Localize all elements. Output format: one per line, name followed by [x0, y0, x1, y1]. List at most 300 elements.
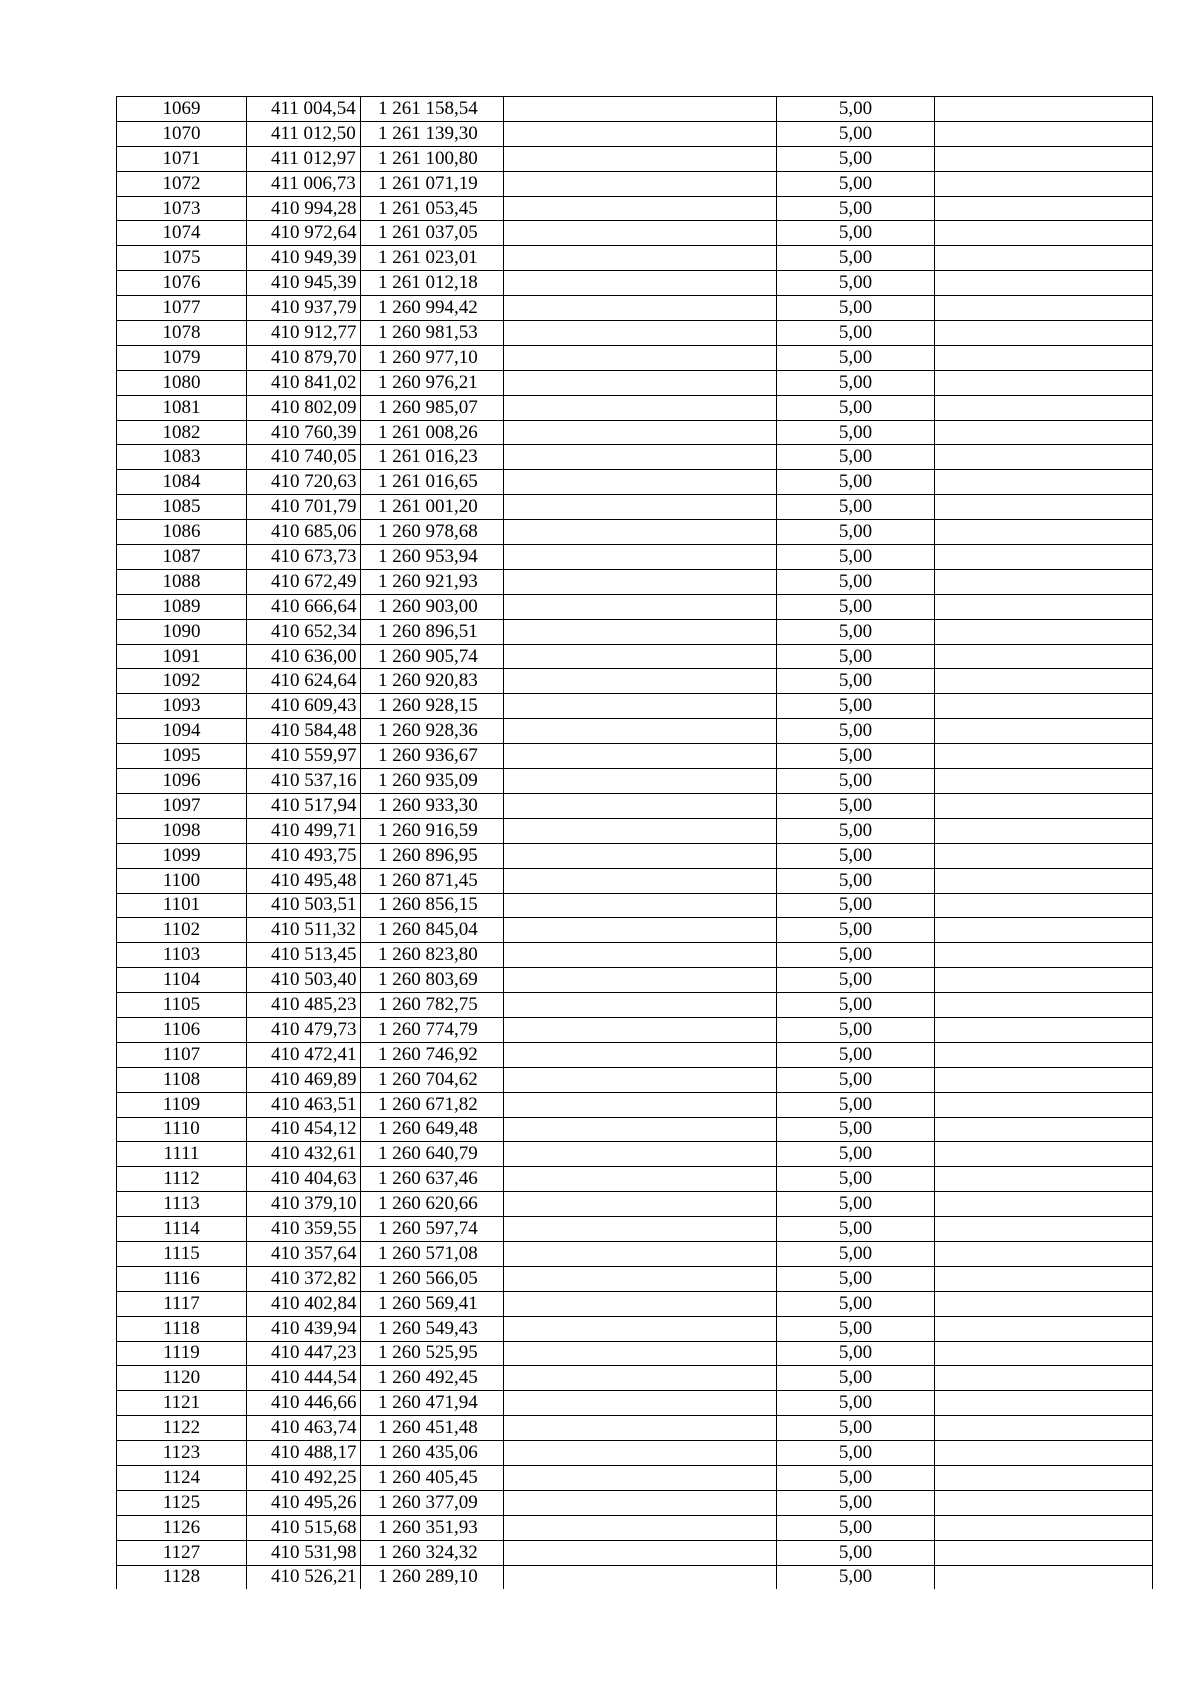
x-coordinate-cell: 410 499,71 [247, 818, 361, 843]
blank-cell [504, 171, 777, 196]
point-number-cell: 1082 [117, 420, 247, 445]
blank-cell [504, 495, 777, 520]
point-number-cell: 1080 [117, 370, 247, 395]
table-row [117, 246, 1153, 271]
point-number-cell: 1113 [117, 1192, 247, 1217]
table-row [117, 321, 1153, 346]
point-number-cell: 1081 [117, 395, 247, 420]
y-coordinate-cell: 1 260 782,75 [361, 993, 504, 1018]
note-cell [935, 1142, 1153, 1167]
accuracy-cell: 5,00 [777, 968, 935, 993]
point-number-cell: 1076 [117, 271, 247, 296]
blank-cell [504, 1266, 777, 1291]
note-cell [935, 1515, 1153, 1540]
point-number-cell: 1103 [117, 943, 247, 968]
x-coordinate-cell: 410 537,16 [247, 769, 361, 794]
x-coordinate-cell: 410 673,73 [247, 545, 361, 570]
table-row [117, 1341, 1153, 1366]
x-coordinate-cell: 410 515,68 [247, 1515, 361, 1540]
point-number-cell: 1111 [117, 1142, 247, 1167]
point-number-cell: 1072 [117, 171, 247, 196]
blank-cell [504, 769, 777, 794]
note-cell [935, 1416, 1153, 1441]
coordinate-table [116, 96, 1153, 1589]
accuracy-cell: 5,00 [777, 619, 935, 644]
note-cell [935, 1266, 1153, 1291]
accuracy-cell: 5,00 [777, 545, 935, 570]
table-row [117, 221, 1153, 246]
table-row [117, 1067, 1153, 1092]
y-coordinate-cell: 1 260 774,79 [361, 1017, 504, 1042]
table-row [117, 1217, 1153, 1242]
point-number-cell: 1090 [117, 619, 247, 644]
x-coordinate-cell: 410 945,39 [247, 271, 361, 296]
point-number-cell: 1110 [117, 1117, 247, 1142]
table-row [117, 968, 1153, 993]
blank-cell [504, 1416, 777, 1441]
coordinate-table-body [117, 97, 1153, 1590]
blank-cell [504, 1217, 777, 1242]
point-number-cell: 1112 [117, 1167, 247, 1192]
y-coordinate-cell: 1 260 451,48 [361, 1416, 504, 1441]
accuracy-cell: 5,00 [777, 719, 935, 744]
x-coordinate-cell: 410 912,77 [247, 321, 361, 346]
blank-cell [504, 196, 777, 221]
blank-cell [504, 719, 777, 744]
blank-cell [504, 1192, 777, 1217]
point-number-cell: 1101 [117, 893, 247, 918]
note-cell [935, 868, 1153, 893]
accuracy-cell: 5,00 [777, 1341, 935, 1366]
y-coordinate-cell: 1 260 746,92 [361, 1042, 504, 1067]
note-cell [935, 993, 1153, 1018]
point-number-cell: 1120 [117, 1366, 247, 1391]
accuracy-cell: 5,00 [777, 943, 935, 968]
y-coordinate-cell: 1 261 100,80 [361, 146, 504, 171]
blank-cell [504, 1316, 777, 1341]
note-cell [935, 470, 1153, 495]
blank-cell [504, 644, 777, 669]
point-number-cell: 1086 [117, 520, 247, 545]
note-cell [935, 1092, 1153, 1117]
point-number-cell: 1119 [117, 1341, 247, 1366]
y-coordinate-cell: 1 260 471,94 [361, 1391, 504, 1416]
point-number-cell: 1122 [117, 1416, 247, 1441]
blank-cell [504, 221, 777, 246]
y-coordinate-cell: 1 260 896,95 [361, 843, 504, 868]
table-row [117, 719, 1153, 744]
x-coordinate-cell: 410 444,54 [247, 1366, 361, 1391]
note-cell [935, 1167, 1153, 1192]
blank-cell [504, 470, 777, 495]
x-coordinate-cell: 410 624,64 [247, 669, 361, 694]
accuracy-cell: 5,00 [777, 569, 935, 594]
x-coordinate-cell: 410 701,79 [247, 495, 361, 520]
note-cell [935, 545, 1153, 570]
table-row [117, 171, 1153, 196]
point-number-cell: 1087 [117, 545, 247, 570]
y-coordinate-cell: 1 261 016,23 [361, 445, 504, 470]
x-coordinate-cell: 410 636,00 [247, 644, 361, 669]
table-row [117, 1465, 1153, 1490]
note-cell [935, 345, 1153, 370]
accuracy-cell: 5,00 [777, 470, 935, 495]
accuracy-cell: 5,00 [777, 1316, 935, 1341]
note-cell [935, 296, 1153, 321]
blank-cell [504, 271, 777, 296]
table-row [117, 1167, 1153, 1192]
y-coordinate-cell: 1 260 637,46 [361, 1167, 504, 1192]
table-row [117, 395, 1153, 420]
blank-cell [504, 1042, 777, 1067]
accuracy-cell: 5,00 [777, 769, 935, 794]
y-coordinate-cell: 1 260 977,10 [361, 345, 504, 370]
note-cell [935, 744, 1153, 769]
blank-cell [504, 744, 777, 769]
y-coordinate-cell: 1 261 012,18 [361, 271, 504, 296]
point-number-cell: 1092 [117, 669, 247, 694]
table-row [117, 669, 1153, 694]
table-row [117, 545, 1153, 570]
note-cell [935, 1067, 1153, 1092]
table-row [117, 345, 1153, 370]
point-number-cell: 1074 [117, 221, 247, 246]
note-cell [935, 1192, 1153, 1217]
note-cell [935, 1117, 1153, 1142]
point-number-cell: 1070 [117, 121, 247, 146]
point-number-cell: 1123 [117, 1441, 247, 1466]
x-coordinate-cell: 410 531,98 [247, 1540, 361, 1565]
blank-cell [504, 868, 777, 893]
accuracy-cell: 5,00 [777, 744, 935, 769]
point-number-cell: 1083 [117, 445, 247, 470]
x-coordinate-cell: 411 012,50 [247, 121, 361, 146]
x-coordinate-cell: 410 559,97 [247, 744, 361, 769]
note-cell [935, 569, 1153, 594]
x-coordinate-cell: 410 463,51 [247, 1092, 361, 1117]
blank-cell [504, 694, 777, 719]
x-coordinate-cell: 410 402,84 [247, 1291, 361, 1316]
blank-cell [504, 121, 777, 146]
x-coordinate-cell: 410 879,70 [247, 345, 361, 370]
accuracy-cell: 5,00 [777, 420, 935, 445]
y-coordinate-cell: 1 260 289,10 [361, 1565, 504, 1589]
note-cell [935, 271, 1153, 296]
y-coordinate-cell: 1 260 953,94 [361, 545, 504, 570]
point-number-cell: 1098 [117, 818, 247, 843]
accuracy-cell: 5,00 [777, 1515, 935, 1540]
table-row [117, 445, 1153, 470]
blank-cell [504, 1490, 777, 1515]
x-coordinate-cell: 410 485,23 [247, 993, 361, 1018]
accuracy-cell: 5,00 [777, 246, 935, 271]
y-coordinate-cell: 1 260 916,59 [361, 818, 504, 843]
note-cell [935, 1540, 1153, 1565]
blank-cell [504, 545, 777, 570]
y-coordinate-cell: 1 260 640,79 [361, 1142, 504, 1167]
point-number-cell: 1078 [117, 321, 247, 346]
table-row [117, 793, 1153, 818]
note-cell [935, 221, 1153, 246]
accuracy-cell: 5,00 [777, 1067, 935, 1092]
table-row [117, 619, 1153, 644]
table-row [117, 97, 1153, 122]
y-coordinate-cell: 1 260 976,21 [361, 370, 504, 395]
blank-cell [504, 1366, 777, 1391]
x-coordinate-cell: 410 652,34 [247, 619, 361, 644]
x-coordinate-cell: 410 584,48 [247, 719, 361, 744]
blank-cell [504, 918, 777, 943]
x-coordinate-cell: 410 463,74 [247, 1416, 361, 1441]
note-cell [935, 196, 1153, 221]
y-coordinate-cell: 1 260 671,82 [361, 1092, 504, 1117]
blank-cell [504, 321, 777, 346]
x-coordinate-cell: 410 666,64 [247, 594, 361, 619]
table-row [117, 520, 1153, 545]
blank-cell [504, 943, 777, 968]
accuracy-cell: 5,00 [777, 993, 935, 1018]
table-row [117, 1042, 1153, 1067]
blank-cell [504, 619, 777, 644]
x-coordinate-cell: 410 446,66 [247, 1391, 361, 1416]
y-coordinate-cell: 1 260 933,30 [361, 793, 504, 818]
y-coordinate-cell: 1 260 981,53 [361, 321, 504, 346]
point-number-cell: 1126 [117, 1515, 247, 1540]
accuracy-cell: 5,00 [777, 1092, 935, 1117]
x-coordinate-cell: 410 841,02 [247, 370, 361, 395]
point-number-cell: 1093 [117, 694, 247, 719]
accuracy-cell: 5,00 [777, 321, 935, 346]
x-coordinate-cell: 410 526,21 [247, 1565, 361, 1589]
blank-cell [504, 843, 777, 868]
x-coordinate-cell: 410 495,48 [247, 868, 361, 893]
blank-cell [504, 345, 777, 370]
note-cell [935, 1017, 1153, 1042]
blank-cell [504, 1017, 777, 1042]
accuracy-cell: 5,00 [777, 196, 935, 221]
table-row [117, 1565, 1153, 1589]
y-coordinate-cell: 1 260 649,48 [361, 1117, 504, 1142]
accuracy-cell: 5,00 [777, 121, 935, 146]
table-row [117, 594, 1153, 619]
table-row [117, 694, 1153, 719]
accuracy-cell: 5,00 [777, 1142, 935, 1167]
x-coordinate-cell: 410 949,39 [247, 246, 361, 271]
x-coordinate-cell: 410 513,45 [247, 943, 361, 968]
accuracy-cell: 5,00 [777, 893, 935, 918]
table-row [117, 744, 1153, 769]
point-number-cell: 1077 [117, 296, 247, 321]
accuracy-cell: 5,00 [777, 1366, 935, 1391]
blank-cell [504, 1067, 777, 1092]
blank-cell [504, 1241, 777, 1266]
accuracy-cell: 5,00 [777, 843, 935, 868]
y-coordinate-cell: 1 260 994,42 [361, 296, 504, 321]
point-number-cell: 1084 [117, 470, 247, 495]
accuracy-cell: 5,00 [777, 97, 935, 122]
blank-cell [504, 395, 777, 420]
blank-cell [504, 1465, 777, 1490]
note-cell [935, 1490, 1153, 1515]
x-coordinate-cell: 410 685,06 [247, 520, 361, 545]
x-coordinate-cell: 410 802,09 [247, 395, 361, 420]
x-coordinate-cell: 410 492,25 [247, 1465, 361, 1490]
table-row [117, 1490, 1153, 1515]
note-cell [935, 719, 1153, 744]
x-coordinate-cell: 410 972,64 [247, 221, 361, 246]
blank-cell [504, 1142, 777, 1167]
x-coordinate-cell: 410 357,64 [247, 1241, 361, 1266]
blank-cell [504, 520, 777, 545]
x-coordinate-cell: 410 469,89 [247, 1067, 361, 1092]
y-coordinate-cell: 1 260 935,09 [361, 769, 504, 794]
point-number-cell: 1089 [117, 594, 247, 619]
note-cell [935, 246, 1153, 271]
note-cell [935, 669, 1153, 694]
table-row [117, 1092, 1153, 1117]
accuracy-cell: 5,00 [777, 818, 935, 843]
y-coordinate-cell: 1 260 985,07 [361, 395, 504, 420]
point-number-cell: 1088 [117, 569, 247, 594]
y-coordinate-cell: 1 261 008,26 [361, 420, 504, 445]
note-cell [935, 943, 1153, 968]
accuracy-cell: 5,00 [777, 793, 935, 818]
y-coordinate-cell: 1 260 823,80 [361, 943, 504, 968]
x-coordinate-cell: 410 495,26 [247, 1490, 361, 1515]
note-cell [935, 495, 1153, 520]
point-number-cell: 1109 [117, 1092, 247, 1117]
x-coordinate-cell: 410 439,94 [247, 1316, 361, 1341]
note-cell [935, 1042, 1153, 1067]
point-number-cell: 1105 [117, 993, 247, 1018]
table-row [117, 893, 1153, 918]
table-row [117, 470, 1153, 495]
blank-cell [504, 445, 777, 470]
table-row [117, 370, 1153, 395]
x-coordinate-cell: 410 379,10 [247, 1192, 361, 1217]
x-coordinate-cell: 410 517,94 [247, 793, 361, 818]
y-coordinate-cell: 1 260 896,51 [361, 619, 504, 644]
table-row [117, 420, 1153, 445]
point-number-cell: 1117 [117, 1291, 247, 1316]
y-coordinate-cell: 1 260 936,67 [361, 744, 504, 769]
blank-cell [504, 1117, 777, 1142]
blank-cell [504, 1391, 777, 1416]
y-coordinate-cell: 1 260 620,66 [361, 1192, 504, 1217]
accuracy-cell: 5,00 [777, 694, 935, 719]
point-number-cell: 1128 [117, 1565, 247, 1589]
accuracy-cell: 5,00 [777, 868, 935, 893]
blank-cell [504, 968, 777, 993]
blank-cell [504, 569, 777, 594]
note-cell [935, 1441, 1153, 1466]
accuracy-cell: 5,00 [777, 1441, 935, 1466]
note-cell [935, 793, 1153, 818]
y-coordinate-cell: 1 260 525,95 [361, 1341, 504, 1366]
table-row [117, 1366, 1153, 1391]
table-row [117, 1117, 1153, 1142]
point-number-cell: 1097 [117, 793, 247, 818]
note-cell [935, 1217, 1153, 1242]
note-cell [935, 1341, 1153, 1366]
y-coordinate-cell: 1 261 158,54 [361, 97, 504, 122]
point-number-cell: 1116 [117, 1266, 247, 1291]
y-coordinate-cell: 1 261 139,30 [361, 121, 504, 146]
blank-cell [504, 146, 777, 171]
y-coordinate-cell: 1 260 405,45 [361, 1465, 504, 1490]
note-cell [935, 97, 1153, 122]
blank-cell [504, 246, 777, 271]
note-cell [935, 968, 1153, 993]
table-row [117, 1192, 1153, 1217]
y-coordinate-cell: 1 260 566,05 [361, 1266, 504, 1291]
accuracy-cell: 5,00 [777, 1192, 935, 1217]
blank-cell [504, 1565, 777, 1589]
point-number-cell: 1124 [117, 1465, 247, 1490]
y-coordinate-cell: 1 260 920,83 [361, 669, 504, 694]
x-coordinate-cell: 410 720,63 [247, 470, 361, 495]
note-cell [935, 321, 1153, 346]
x-coordinate-cell: 410 503,40 [247, 968, 361, 993]
accuracy-cell: 5,00 [777, 271, 935, 296]
y-coordinate-cell: 1 260 871,45 [361, 868, 504, 893]
note-cell [935, 918, 1153, 943]
point-number-cell: 1102 [117, 918, 247, 943]
y-coordinate-cell: 1 260 351,93 [361, 1515, 504, 1540]
y-coordinate-cell: 1 260 928,36 [361, 719, 504, 744]
y-coordinate-cell: 1 260 856,15 [361, 893, 504, 918]
y-coordinate-cell: 1 260 571,08 [361, 1241, 504, 1266]
x-coordinate-cell: 410 672,49 [247, 569, 361, 594]
x-coordinate-cell: 410 432,61 [247, 1142, 361, 1167]
point-number-cell: 1079 [117, 345, 247, 370]
point-number-cell: 1127 [117, 1540, 247, 1565]
table-row [117, 271, 1153, 296]
table-row [117, 1416, 1153, 1441]
accuracy-cell: 5,00 [777, 1167, 935, 1192]
point-number-cell: 1125 [117, 1490, 247, 1515]
y-coordinate-cell: 1 260 597,74 [361, 1217, 504, 1242]
x-coordinate-cell: 410 479,73 [247, 1017, 361, 1042]
point-number-cell: 1104 [117, 968, 247, 993]
blank-cell [504, 1540, 777, 1565]
point-number-cell: 1099 [117, 843, 247, 868]
x-coordinate-cell: 411 004,54 [247, 97, 361, 122]
table-row [117, 146, 1153, 171]
x-coordinate-cell: 410 359,55 [247, 1217, 361, 1242]
y-coordinate-cell: 1 260 928,15 [361, 694, 504, 719]
table-row [117, 569, 1153, 594]
x-coordinate-cell: 410 994,28 [247, 196, 361, 221]
accuracy-cell: 5,00 [777, 644, 935, 669]
table-row [117, 1142, 1153, 1167]
x-coordinate-cell: 410 447,23 [247, 1341, 361, 1366]
x-coordinate-cell: 410 404,63 [247, 1167, 361, 1192]
note-cell [935, 395, 1153, 420]
blank-cell [504, 1341, 777, 1366]
table-row [117, 495, 1153, 520]
note-cell [935, 694, 1153, 719]
note-cell [935, 769, 1153, 794]
blank-cell [504, 296, 777, 321]
table-row [117, 1266, 1153, 1291]
accuracy-cell: 5,00 [777, 1217, 935, 1242]
accuracy-cell: 5,00 [777, 1117, 935, 1142]
note-cell [935, 146, 1153, 171]
note-cell [935, 1465, 1153, 1490]
blank-cell [504, 793, 777, 818]
y-coordinate-cell: 1 260 377,09 [361, 1490, 504, 1515]
